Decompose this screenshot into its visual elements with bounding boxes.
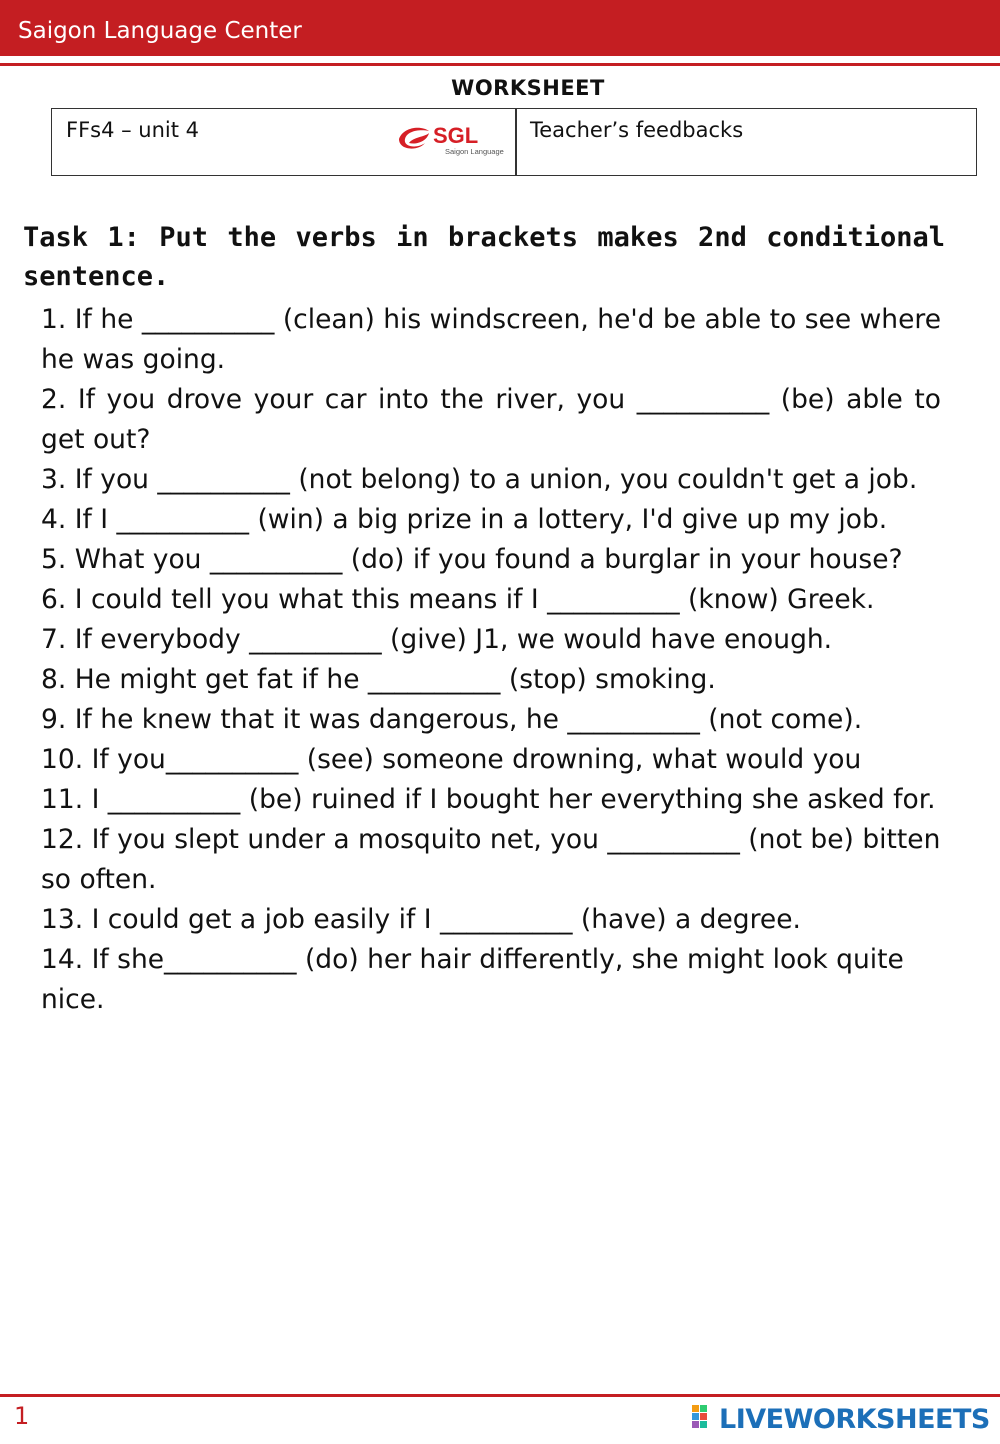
header-bar: [0, 0, 1000, 56]
page-number: 1: [14, 1402, 30, 1430]
table-divider: [515, 109, 517, 175]
exercise-item-4: 4. If I __________ (win) a big prize in a lottery, I'd give up my job.: [41, 504, 888, 535]
exercise-item-1: 1. If he __________ (clean) his windscreen, he'd be able to see where he was going.: [41, 304, 941, 375]
center-name: Saigon Language Center: [18, 18, 302, 44]
liveworksheets-icon: [692, 1405, 716, 1433]
exercise-item-11: 11. I __________ (be) ruined if I bought her everything she asked for.: [41, 784, 936, 815]
exercise-item-14: 14. If she__________ (do) her hair differently, she might look quite nice.: [41, 944, 904, 1015]
unit-label: FFs4 – unit 4: [66, 118, 200, 142]
exercise-item-12: 12. If you slept under a mosquito net, you __________ (not be) bitten so often.: [41, 824, 941, 895]
task-heading: Task 1: Put the verbs in brackets makes 2nd conditional sentence.: [23, 222, 945, 292]
exercise-item-8: 8. He might get fat if he __________ (stop) smoking.: [41, 664, 716, 695]
exercise-list: [41, 300, 941, 1020]
footer-divider: [0, 1394, 1000, 1397]
exercise-item-10: 10. If you__________ (see) someone drowning, what would you: [41, 744, 862, 775]
liveworksheets-label: LIVEWORKSHEETS: [719, 1403, 990, 1435]
worksheet-title: WORKSHEET: [451, 76, 605, 100]
exercise-item-5: 5. What you __________ (do) if you found a burglar in your house?: [41, 544, 903, 575]
info-table: [51, 108, 977, 176]
logo-brand: SGL: [433, 123, 479, 148]
exercise-item-2: 2. If you drove your car into the river, you __________ (be) able to get out?: [41, 384, 941, 455]
exercise-item-6: 6. I could tell you what this means if I __________ (know) Greek.: [41, 584, 875, 615]
feedback-label: Teacher’s feedbacks: [530, 118, 744, 142]
sgl-logo: [395, 117, 511, 159]
header-divider: [0, 63, 1000, 66]
exercise-item-3: 3. If you __________ (not belong) to a union, you couldn't get a job.: [41, 464, 918, 495]
logo-subtitle: Saigon Language: [445, 147, 504, 156]
liveworksheets-brand[interactable]: [692, 1402, 990, 1436]
exercise-item-9: 9. If he knew that it was dangerous, he __________ (not come).: [41, 704, 863, 735]
exercise-item-7: 7. If everybody __________ (give) J1, we would have enough.: [41, 624, 833, 655]
exercise-item-13: 13. I could get a job easily if I __________ (have) a degree.: [41, 904, 801, 935]
